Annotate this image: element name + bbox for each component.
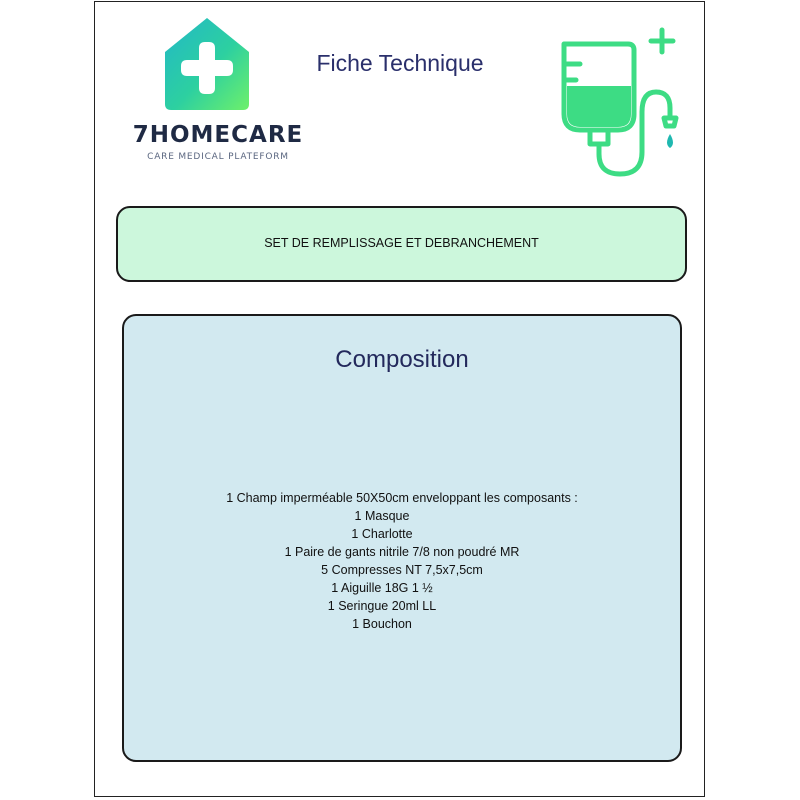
composition-title: Composition [335, 346, 469, 373]
list-item: 1 Masque [354, 509, 410, 523]
composition-list [124, 489, 680, 633]
list-item: 1 Paire de gants nitrile 7/8 non poudré MR [284, 545, 520, 559]
house-medical-cross-icon [161, 16, 253, 112]
iv-drip-bag-icon [550, 22, 690, 182]
document-page [94, 1, 705, 797]
list-item: 1 Seringue 20ml LL [327, 599, 437, 613]
list-item: 1 Charlotte [351, 527, 413, 541]
brand-name: 7HOMECARE [132, 122, 304, 148]
list-item: 1 Aiguille 18G 1 ½ [331, 581, 433, 595]
brand-tagline: CARE MEDICAL PLATEFORM [147, 152, 289, 162]
product-name-box [116, 206, 687, 282]
product-name: SET DE REMPLISSAGE ET DEBRANCHEMENT [264, 236, 539, 250]
composition-box [122, 314, 682, 762]
list-item: 5 Compresses NT 7,5x7,5cm [321, 563, 483, 577]
brand-logo [115, 16, 304, 166]
document-title: Fiche Technique [316, 50, 484, 76]
list-item: 1 Champ imperméable 50X50cm enveloppant les composants : [226, 491, 578, 505]
list-item: 1 Bouchon [352, 617, 412, 631]
